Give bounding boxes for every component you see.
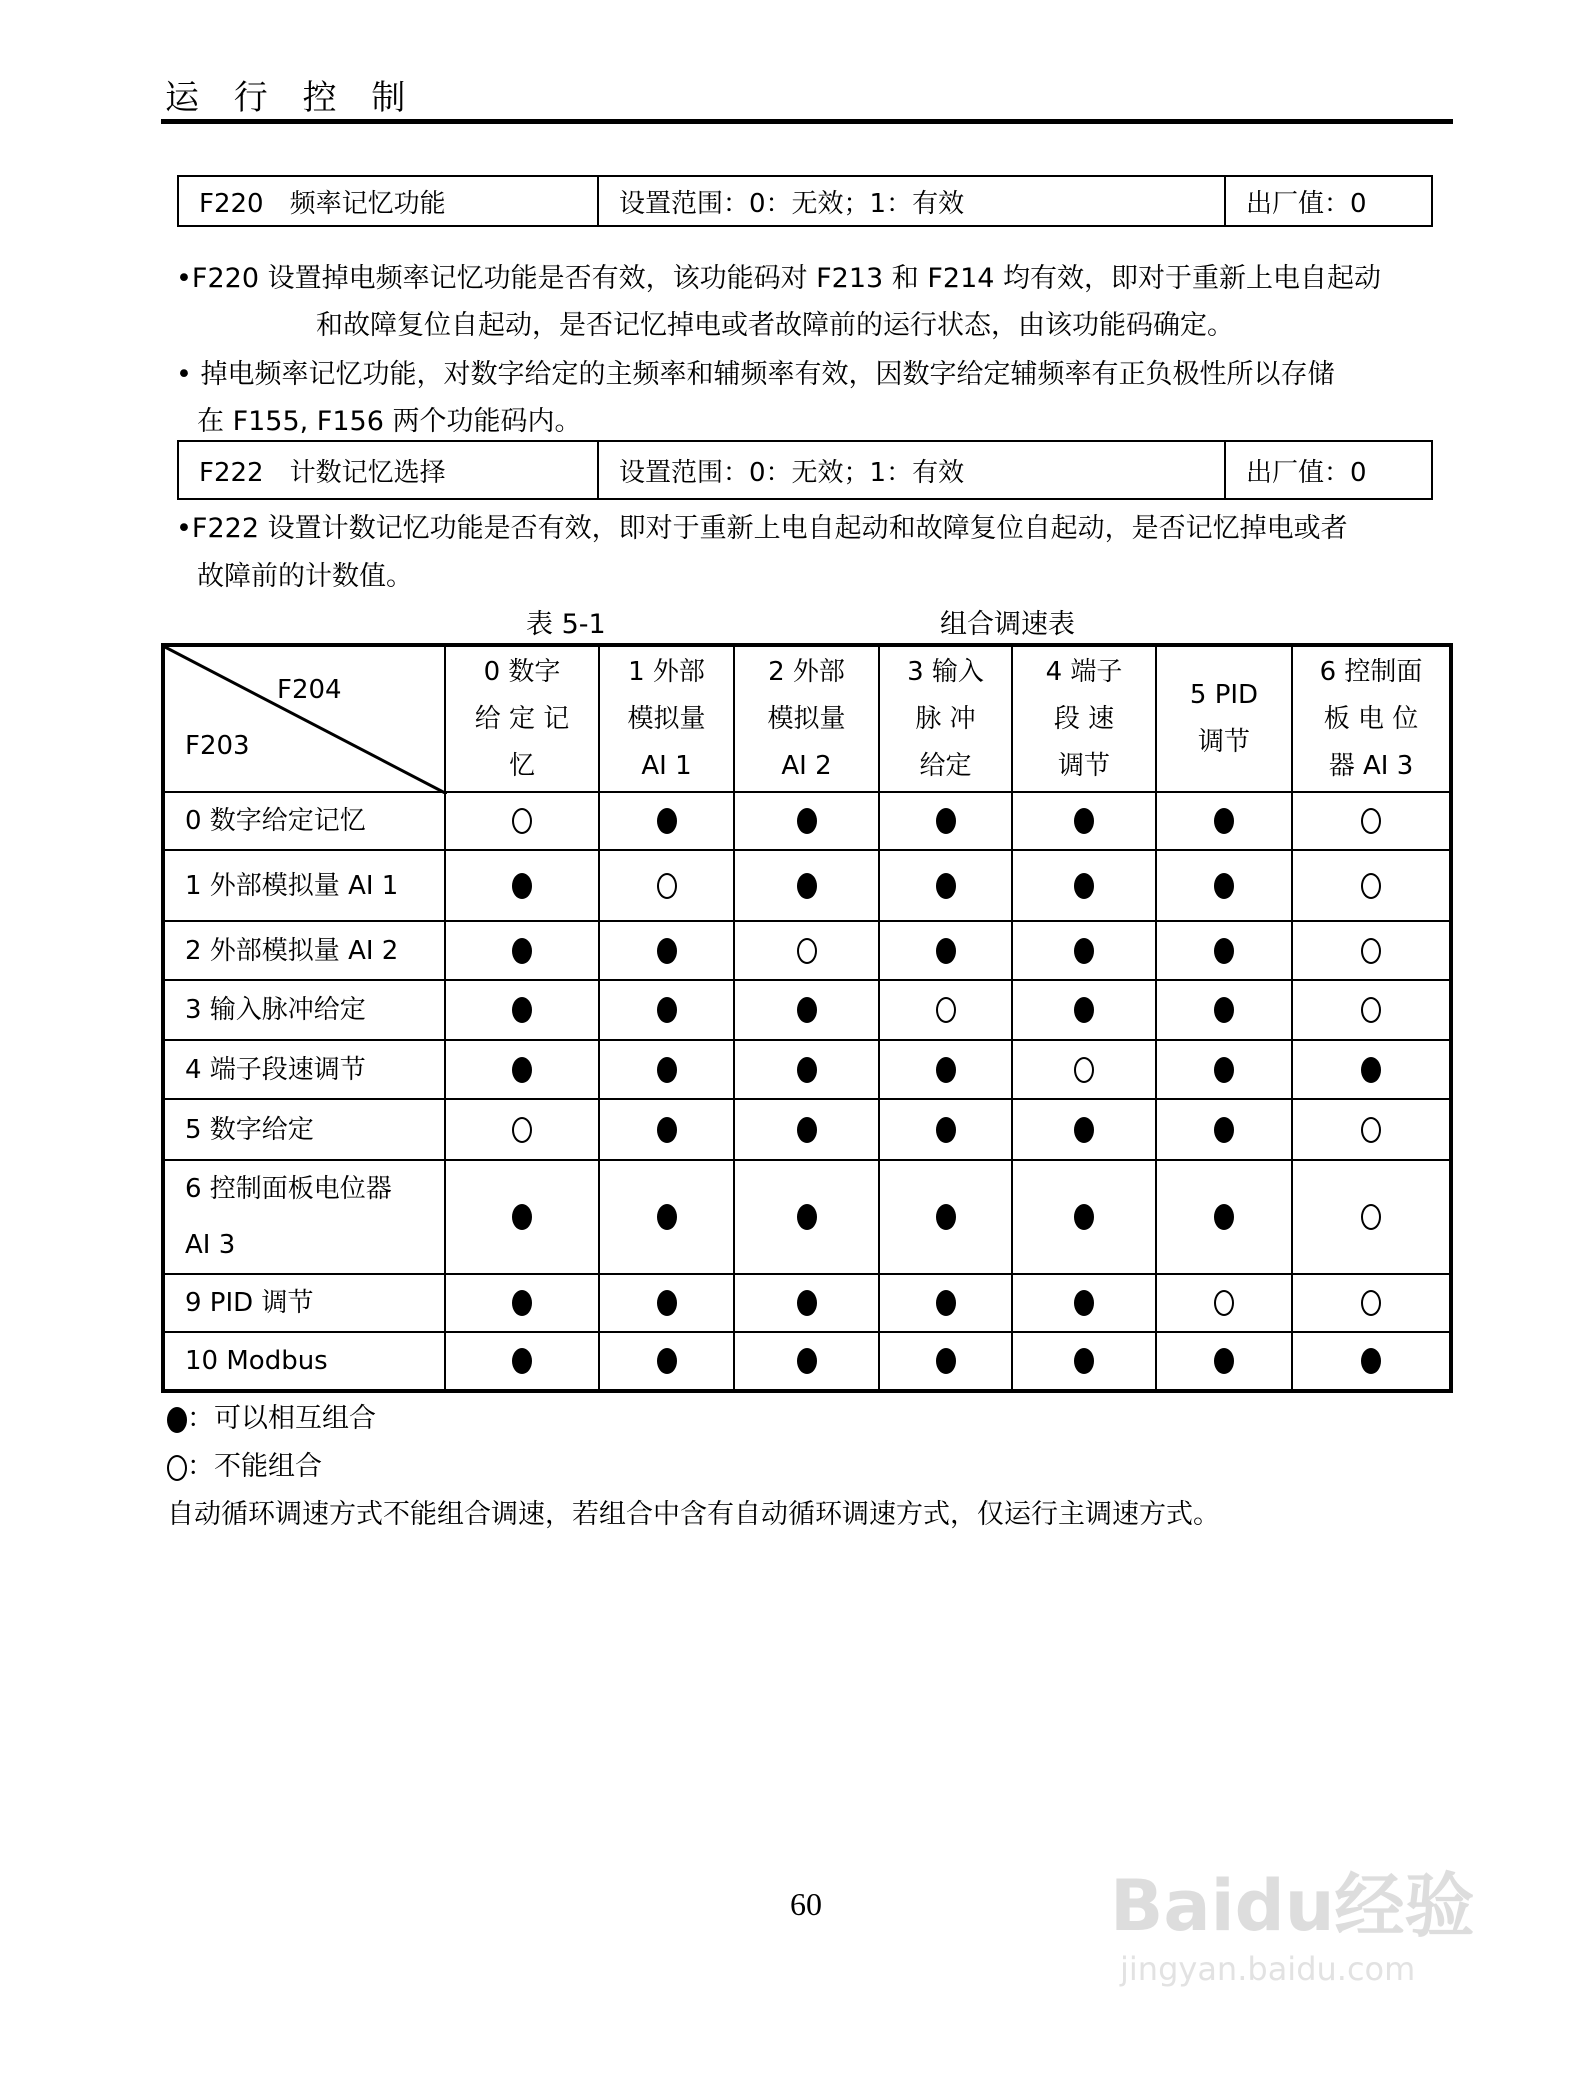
table-row <box>163 1040 1451 1099</box>
filled-circle-icon <box>936 808 956 834</box>
combination-cell <box>445 1040 599 1099</box>
param-range: 设置范围：0：无效；1：有效 <box>599 177 1226 225</box>
combination-cell <box>599 1332 734 1391</box>
watermark-url: jingyan.baidu.com <box>1120 1950 1416 1988</box>
column-header <box>1012 645 1156 792</box>
table-row <box>163 1099 1451 1160</box>
filled-circle-icon <box>1214 808 1234 834</box>
combination-cell <box>1156 1040 1292 1099</box>
section-title: 运 行 控 制 <box>165 78 418 118</box>
open-circle-icon <box>1361 808 1381 834</box>
row-header <box>163 1160 445 1274</box>
combination-cell <box>445 1099 599 1160</box>
combination-cell <box>734 1332 879 1391</box>
filled-circle-icon <box>512 1204 532 1230</box>
filled-circle-icon <box>657 808 677 834</box>
legend-filled-label: ：可以相互组合 <box>187 1403 376 1434</box>
paragraph-line: 故障前的计数值。 <box>197 561 413 592</box>
combination-cell <box>734 980 879 1040</box>
combination-cell <box>599 1160 734 1274</box>
row-header-line: 4 端子段速调节 <box>185 1054 366 1085</box>
table-row <box>163 921 1451 980</box>
paragraph-line: •F222 设置计数记忆功能是否有效，即对于重新上电自起动和故障复位自起动，是否记忆掉电或者 <box>176 513 1348 544</box>
param-default: 出厂值：0 <box>1246 457 1367 488</box>
combination-cell <box>1156 792 1292 850</box>
row-header-line: 2 外部模拟量 AI 2 <box>185 935 399 966</box>
combination-cell <box>734 1160 879 1274</box>
open-circle-icon <box>1361 1117 1381 1143</box>
column-header-line: 4 端子 <box>1045 656 1123 687</box>
column-header <box>1156 645 1292 792</box>
corner-cell <box>163 645 445 792</box>
filled-circle-icon <box>1074 997 1094 1023</box>
paragraph-line: 和故障复位自起动，是否记忆掉电或者故障前的运行状态，由该功能码确定。 <box>316 310 1234 341</box>
combination-cell <box>1292 921 1451 980</box>
combination-cell <box>879 850 1012 921</box>
column-header-line: 2 外部 <box>768 656 845 687</box>
combination-cell <box>1292 1040 1451 1099</box>
open-circle-icon <box>657 873 677 899</box>
column-header-line: AI 2 <box>781 750 832 781</box>
filled-circle-icon <box>936 873 956 899</box>
filled-circle-icon <box>1214 1348 1234 1374</box>
filled-circle-icon <box>1074 1204 1094 1230</box>
combination-cell <box>599 980 734 1040</box>
column-header <box>599 645 734 792</box>
combination-cell <box>599 1040 734 1099</box>
open-circle-icon <box>1361 997 1381 1023</box>
open-circle-icon <box>1361 873 1381 899</box>
combination-cell <box>445 850 599 921</box>
combination-cell <box>1292 1332 1451 1391</box>
filled-circle-icon <box>1361 1348 1381 1374</box>
combination-cell <box>1156 1274 1292 1332</box>
combination-cell <box>1156 921 1292 980</box>
row-header-line: 3 输入脉冲给定 <box>185 995 366 1025</box>
param-f222-box <box>177 440 1433 500</box>
open-circle-icon <box>512 808 532 834</box>
filled-circle-icon <box>797 1117 817 1143</box>
combination-cell <box>445 980 599 1040</box>
row-header <box>163 980 445 1040</box>
filled-circle-icon <box>1214 1117 1234 1143</box>
param-code-name: F222 计数记忆选择 <box>179 442 599 498</box>
column-header <box>879 645 1012 792</box>
filled-circle-icon <box>512 1057 532 1083</box>
paragraph-line: 在 F155, F156 两个功能码内。 <box>197 406 582 437</box>
filled-circle-icon <box>797 808 817 834</box>
combination-cell <box>1292 1099 1451 1160</box>
open-circle-icon <box>1361 1204 1381 1230</box>
open-circle-icon <box>167 1455 187 1481</box>
combination-cell <box>445 1332 599 1391</box>
column-header-line: 3 输入 <box>907 656 984 687</box>
column-header-line: 器 AI 3 <box>1328 750 1414 781</box>
filled-circle-icon <box>512 1348 532 1374</box>
combination-cell <box>599 1099 734 1160</box>
column-header <box>445 645 599 792</box>
filled-circle-icon <box>1361 1057 1381 1083</box>
param-range: 设置范围：0：无效；1：有效 <box>599 442 1226 498</box>
row-header-line: 6 控制面板电位器 <box>185 1174 392 1204</box>
open-circle-icon <box>512 1117 532 1143</box>
combination-cell <box>1012 850 1156 921</box>
row-header <box>163 850 445 921</box>
filled-circle-icon <box>1074 873 1094 899</box>
row-header-line: 5 数字给定 <box>185 1114 314 1145</box>
combination-cell <box>879 792 1012 850</box>
combination-cell <box>1292 980 1451 1040</box>
filled-circle-icon <box>797 873 817 899</box>
filled-circle-icon <box>936 1057 956 1083</box>
column-header-line: 0 数字 <box>483 656 561 687</box>
combination-cell <box>879 1274 1012 1332</box>
legend-filled <box>167 1405 376 1433</box>
column-header-line: 给 定 记 <box>474 703 570 734</box>
combination-cell <box>1292 850 1451 921</box>
column-header-line: 调节 <box>1057 750 1110 781</box>
column-header <box>734 645 879 792</box>
corner-bottom-label: F203 <box>185 731 250 761</box>
filled-circle-icon <box>797 1290 817 1316</box>
filled-circle-icon <box>797 1204 817 1230</box>
open-circle-icon <box>1074 1057 1094 1083</box>
combination-cell <box>445 921 599 980</box>
table-title: 组合调速表 <box>940 609 1075 640</box>
row-header-line: 9 PID 调节 <box>185 1288 314 1318</box>
combination-cell <box>879 1040 1012 1099</box>
diagonal-line <box>165 647 447 794</box>
filled-circle-icon <box>797 1348 817 1374</box>
filled-circle-icon <box>657 1290 677 1316</box>
filled-circle-icon <box>512 1290 532 1316</box>
combination-cell <box>1156 1160 1292 1274</box>
combination-cell <box>599 850 734 921</box>
page-number: 60 <box>790 1886 822 1922</box>
param-code-name: F220 频率记忆功能 <box>179 177 599 225</box>
filled-circle-icon <box>797 997 817 1023</box>
combination-cell <box>599 1274 734 1332</box>
filled-circle-icon <box>1074 1117 1094 1143</box>
table-note: 自动循环调速方式不能组合调速，若组合中含有自动循环调速方式，仅运行主调速方式。 <box>167 1499 1220 1530</box>
filled-circle-icon <box>936 1204 956 1230</box>
combination-cell <box>1156 850 1292 921</box>
filled-circle-icon <box>936 938 956 964</box>
filled-circle-icon <box>657 1057 677 1083</box>
filled-circle-icon <box>1214 997 1234 1023</box>
row-header <box>163 1040 445 1099</box>
filled-circle-icon <box>512 938 532 964</box>
combination-cell <box>734 1040 879 1099</box>
combination-cell <box>445 1274 599 1332</box>
combination-cell <box>1292 1274 1451 1332</box>
param-f220-box <box>177 175 1433 227</box>
combination-cell <box>734 921 879 980</box>
combination-cell <box>1292 1160 1451 1274</box>
filled-circle-icon <box>1214 1204 1234 1230</box>
column-header-line: 忆 <box>508 750 535 781</box>
column-header-line: 模拟量 <box>627 703 706 734</box>
combination-cell <box>1012 792 1156 850</box>
open-circle-icon <box>1361 938 1381 964</box>
filled-circle-icon <box>167 1407 187 1433</box>
combination-cell <box>734 1099 879 1160</box>
column-header-line: 5 PID <box>1189 680 1259 710</box>
combination-cell <box>734 792 879 850</box>
combination-cell <box>879 1160 1012 1274</box>
combination-cell <box>879 980 1012 1040</box>
filled-circle-icon <box>657 997 677 1023</box>
table-row <box>163 980 1451 1040</box>
filled-circle-icon <box>936 1117 956 1143</box>
column-header-line: 调节 <box>1197 727 1250 757</box>
combination-cell <box>1012 921 1156 980</box>
filled-circle-icon <box>1074 1290 1094 1316</box>
row-header-line: 1 外部模拟量 AI 1 <box>185 870 399 901</box>
column-header-line: AI 1 <box>641 750 692 781</box>
row-header-line: AI 3 <box>185 1230 236 1260</box>
combination-cell <box>1012 980 1156 1040</box>
table-row <box>163 1274 1451 1332</box>
row-header <box>163 1274 445 1332</box>
legend-open <box>167 1453 322 1481</box>
combination-cell <box>734 850 879 921</box>
combination-cell <box>879 1099 1012 1160</box>
combination-cell <box>599 921 734 980</box>
combination-cell <box>1012 1040 1156 1099</box>
column-header <box>1292 645 1451 792</box>
filled-circle-icon <box>657 1348 677 1374</box>
row-header <box>163 792 445 850</box>
column-header-line: 6 控制面 <box>1319 656 1423 687</box>
filled-circle-icon <box>1214 873 1234 899</box>
open-circle-icon <box>797 938 817 964</box>
row-header <box>163 1332 445 1391</box>
combination-cell <box>1012 1099 1156 1160</box>
corner-top-label: F204 <box>277 675 342 705</box>
combination-cell <box>1012 1332 1156 1391</box>
row-header <box>163 921 445 980</box>
combination-cell <box>1156 980 1292 1040</box>
paragraph-line: •F220 设置掉电频率记忆功能是否有效，该功能码对 F213 和 F214 均有效，即对于重新上电自起动 <box>176 263 1382 294</box>
watermark-logo: Baidu经验 <box>1110 1865 1475 1947</box>
filled-circle-icon <box>1214 938 1234 964</box>
row-header-line: 0 数字给定记忆 <box>185 806 366 836</box>
combination-cell <box>879 921 1012 980</box>
param-default: 出厂值：0 <box>1246 188 1367 219</box>
legend-open-label: ：不能组合 <box>187 1451 322 1482</box>
filled-circle-icon <box>657 1117 677 1143</box>
combination-cell <box>599 792 734 850</box>
combination-cell <box>445 1160 599 1274</box>
column-header-line: 1 外部 <box>628 656 705 687</box>
row-header-line: 10 Modbus <box>185 1346 328 1376</box>
table-row <box>163 1332 1451 1391</box>
table-row <box>163 1160 1451 1274</box>
filled-circle-icon <box>512 997 532 1023</box>
table-number: 表 5-1 <box>526 609 606 640</box>
filled-circle-icon <box>512 873 532 899</box>
combination-cell <box>1292 792 1451 850</box>
filled-circle-icon <box>1074 938 1094 964</box>
combination-cell <box>445 792 599 850</box>
header-rule <box>161 119 1453 124</box>
combination-cell <box>1012 1160 1156 1274</box>
combination-cell <box>734 1274 879 1332</box>
paragraph-line: • 掉电频率记忆功能，对数字给定的主频率和辅频率有效，因数字给定辅频率有正负极性所以存储 <box>176 359 1335 390</box>
filled-circle-icon <box>936 1290 956 1316</box>
column-header-line: 板 电 位 <box>1323 703 1419 734</box>
combination-cell <box>1156 1332 1292 1391</box>
combination-cell <box>879 1332 1012 1391</box>
filled-circle-icon <box>1214 1057 1234 1083</box>
speed-combination-table <box>161 643 1453 1393</box>
table-row <box>163 792 1451 850</box>
column-header-line: 模拟量 <box>767 703 846 734</box>
filled-circle-icon <box>1074 1348 1094 1374</box>
filled-circle-icon <box>936 1348 956 1374</box>
row-header <box>163 1099 445 1160</box>
open-circle-icon <box>1214 1290 1234 1316</box>
filled-circle-icon <box>1074 808 1094 834</box>
open-circle-icon <box>936 997 956 1023</box>
filled-circle-icon <box>657 1204 677 1230</box>
filled-circle-icon <box>657 938 677 964</box>
combination-cell <box>1012 1274 1156 1332</box>
column-header-line: 段 速 <box>1053 703 1115 734</box>
column-header-line: 给定 <box>919 750 972 781</box>
filled-circle-icon <box>797 1057 817 1083</box>
combination-cell <box>1156 1099 1292 1160</box>
table-row <box>163 850 1451 921</box>
open-circle-icon <box>1361 1290 1381 1316</box>
table-header-row <box>163 645 1451 792</box>
column-header-line: 脉 冲 <box>915 703 976 734</box>
